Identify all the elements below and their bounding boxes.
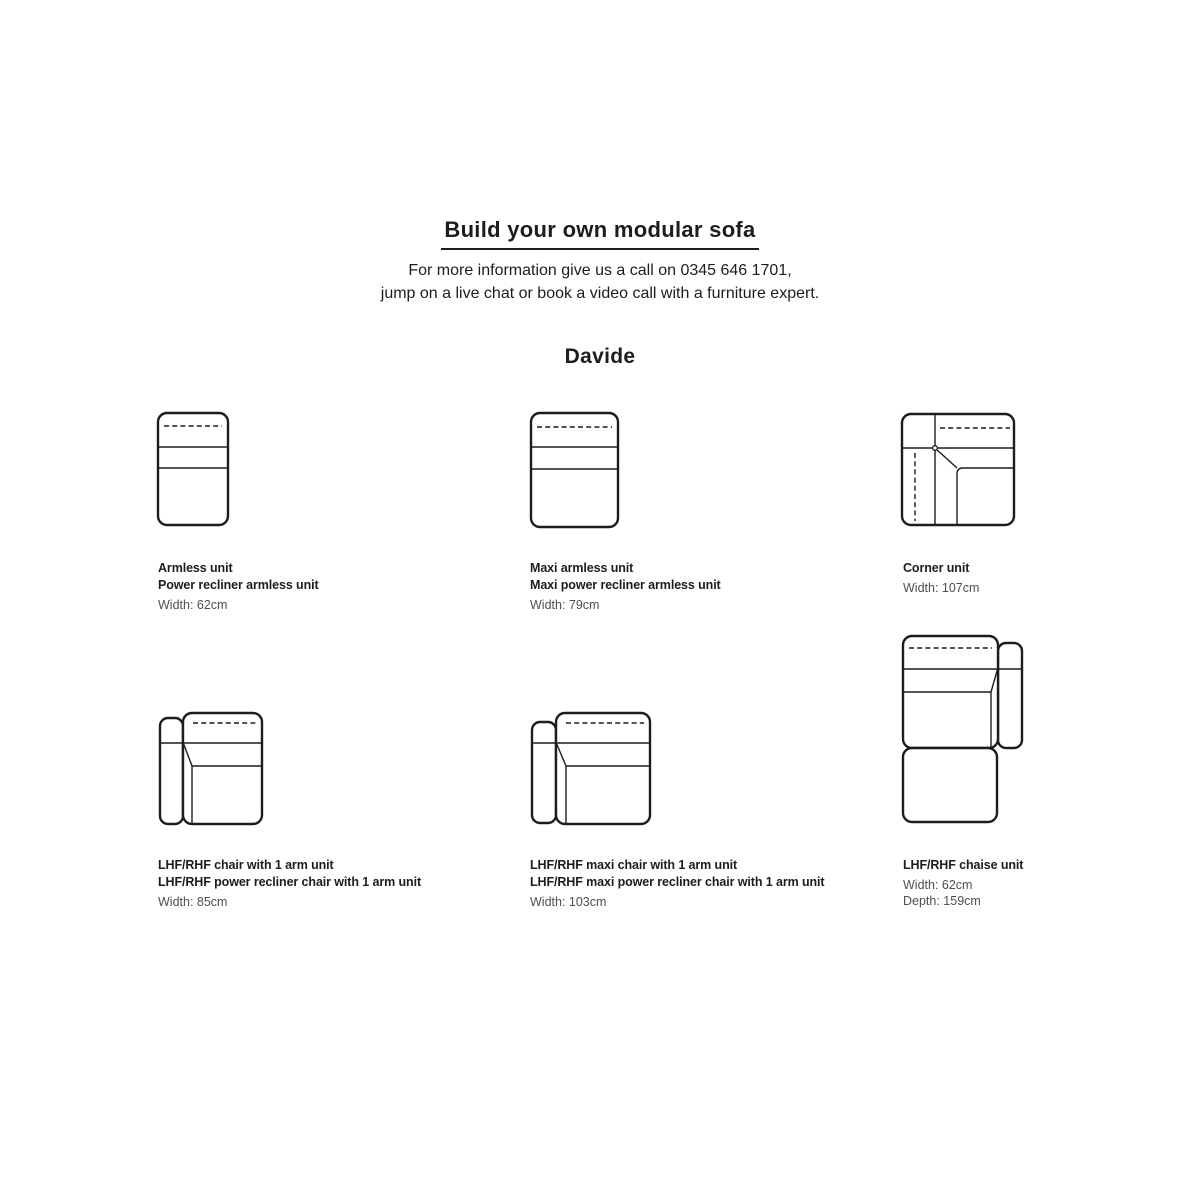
chaise-footrest: [903, 748, 997, 822]
range-name: Davide: [564, 345, 636, 368]
page-title: Build your own modular sofa: [441, 217, 758, 250]
unit-dimension: Width: 107cm: [903, 581, 980, 595]
unit-dimension: Width: 62cm: [903, 878, 973, 892]
armless-unit-body: [158, 413, 228, 525]
armless-unit-diagram: [156, 411, 230, 527]
maxi-armless-unit-body: [531, 413, 618, 527]
page-header: [0, 217, 1200, 250]
unit-dimension: Width: 85cm: [158, 895, 228, 909]
contact-info-line-2: jump on a live chat or book a video call with a furniture expert.: [380, 285, 820, 302]
unit-name: LHF/RHF chaise unit: [903, 858, 1024, 872]
unit-name: LHF/RHF chair with 1 arm unit: [158, 858, 334, 872]
unit-name: LHF/RHF maxi chair with 1 arm unit: [530, 858, 738, 872]
chair-1-arm-unit-diagram: [157, 711, 267, 828]
unit-name: LHF/RHF power recliner chair with 1 arm unit: [158, 875, 422, 889]
unit-card-chaise: [903, 857, 1200, 909]
unit-card-chair-1-arm: [158, 857, 498, 910]
maxi-chair-1-arm-unit-diagram: [530, 711, 654, 828]
contact-info: [0, 259, 1200, 305]
corner-unit-diagram: [900, 412, 1016, 527]
unit-dimension: Width: 79cm: [530, 598, 600, 612]
chaise-unit-diagram: [900, 634, 1026, 826]
arm-rest: [160, 718, 183, 824]
chair-body: [556, 713, 650, 824]
unit-dimension: Width: 103cm: [530, 895, 607, 909]
corner-junction-node: [933, 446, 938, 451]
unit-name: Maxi armless unit: [530, 561, 634, 575]
unit-card-corner: [903, 560, 1200, 596]
unit-dimension: Depth: 159cm: [903, 894, 981, 908]
unit-name: Armless unit: [158, 561, 233, 575]
unit-card-maxi-armless: [530, 560, 870, 613]
unit-dimension: Width: 62cm: [158, 598, 228, 612]
maxi-armless-unit-diagram: [529, 411, 620, 529]
unit-card-maxi-chair-1-arm: [530, 857, 870, 910]
unit-name: Power recliner armless unit: [158, 578, 319, 592]
unit-name: Maxi power recliner armless unit: [530, 578, 721, 592]
contact-info-line-1: For more information give us a call on 0345 646 1701,: [408, 262, 792, 279]
chair-body: [183, 713, 262, 824]
arm-rest: [532, 722, 556, 823]
unit-card-armless: [158, 560, 498, 613]
unit-name: LHF/RHF maxi power recliner chair with 1 arm unit: [530, 875, 825, 889]
arm-rest: [998, 643, 1022, 748]
unit-name: Corner unit: [903, 561, 970, 575]
